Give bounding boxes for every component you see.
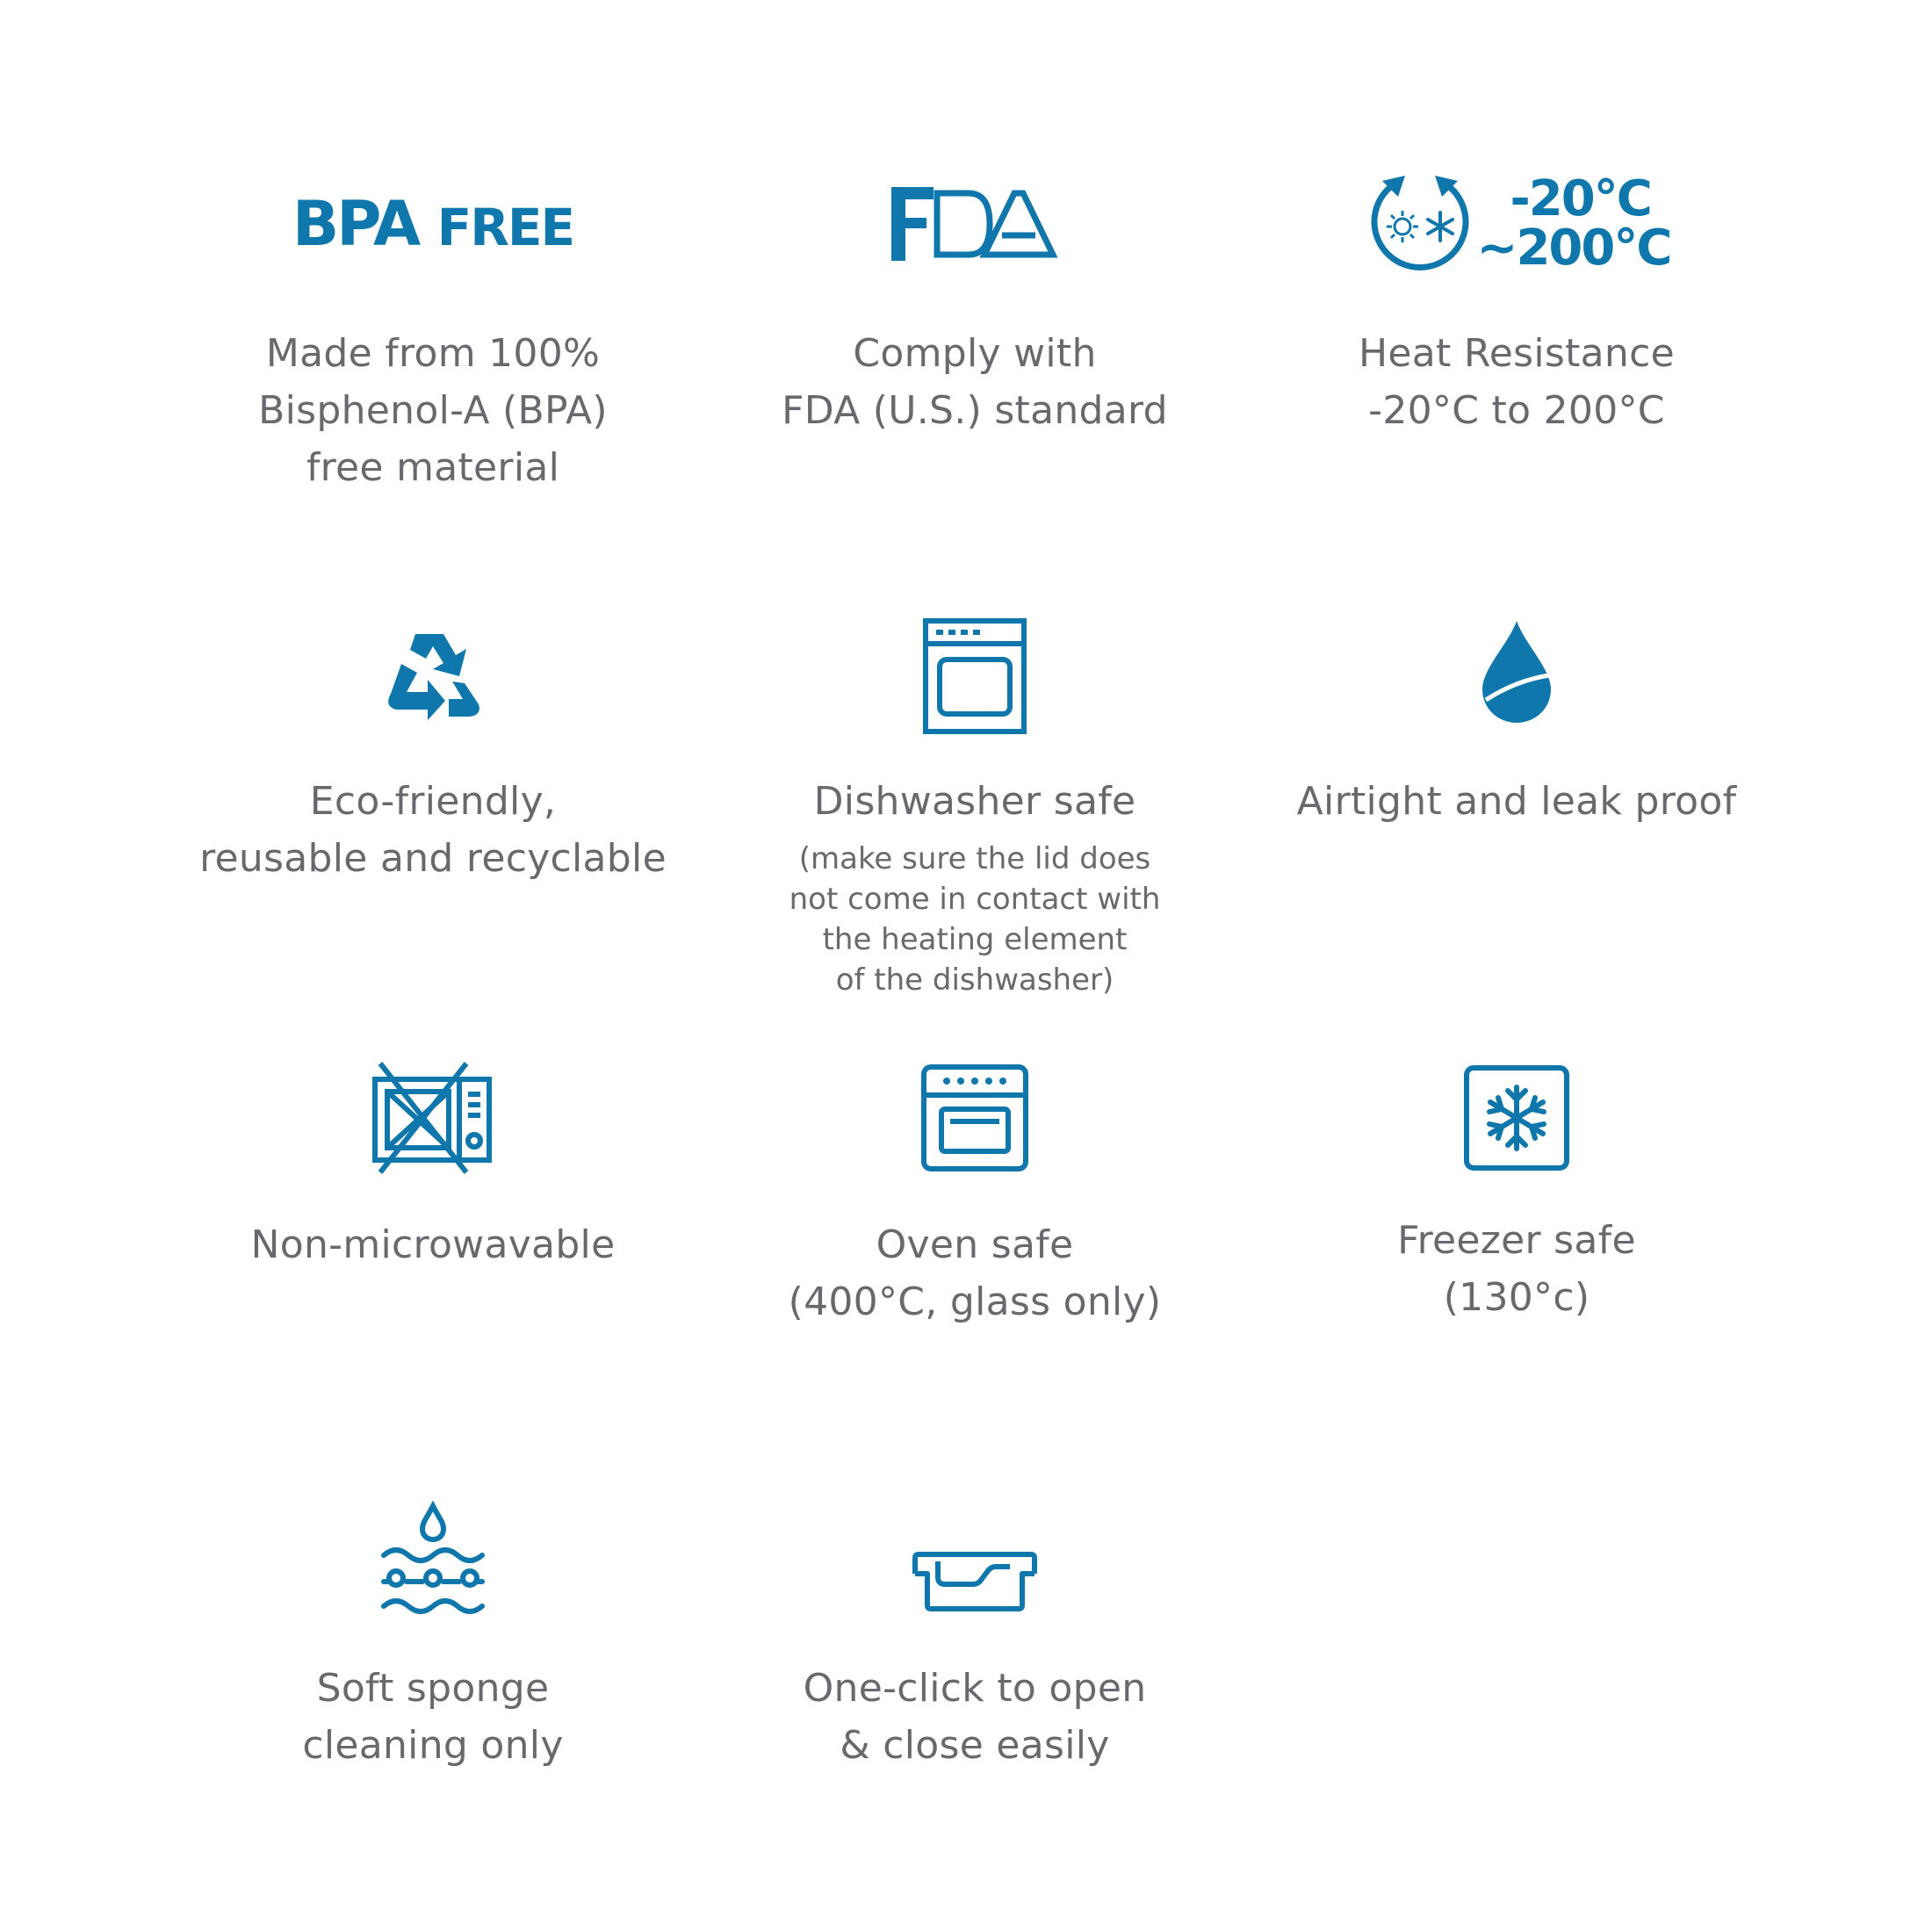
feature-caption: Eco-friendly, reusable and recyclable	[199, 779, 667, 881]
temperature-range-badge: -20°C ~200°C	[1476, 170, 1671, 277]
freezer-icon	[1463, 1064, 1570, 1171]
feature-caption: One-click to open & close easily	[803, 1666, 1147, 1768]
recycle-icon	[371, 615, 494, 738]
feature-caption: Non-microwavable	[250, 1222, 616, 1267]
oven-icon	[920, 1063, 1029, 1172]
feature-caption: Soft sponge cleaning only	[302, 1666, 564, 1768]
feature-caption: Heat Resistance -20°C to 200°C	[1359, 331, 1675, 433]
bpa-free-badge: BPA FREE	[292, 188, 574, 260]
feature-caption: Airtight and leak proof	[1296, 779, 1737, 824]
fda-logo	[891, 184, 1058, 263]
feature-caption: Dishwasher safe	[813, 779, 1136, 824]
container-lid-icon	[912, 1549, 1038, 1612]
sponge-cleaning-icon	[378, 1501, 487, 1617]
feature-caption: Made from 100% Bisphenol-A (BPA) free material	[258, 331, 608, 490]
dishwasher-icon	[922, 617, 1027, 735]
heat-cold-cycle-icon	[1363, 167, 1477, 281]
feature-note: (make sure the lid does not come in contact with the heating element of the dishwasher)	[789, 841, 1161, 998]
no-microwave-icon	[371, 1060, 494, 1176]
feature-caption: Oven safe (400°C, glass only)	[788, 1222, 1162, 1324]
water-drop-icon	[1477, 617, 1556, 726]
feature-caption: Comply with FDA (U.S.) standard	[782, 331, 1168, 433]
feature-caption: Freezer safe (130°c)	[1397, 1218, 1636, 1320]
